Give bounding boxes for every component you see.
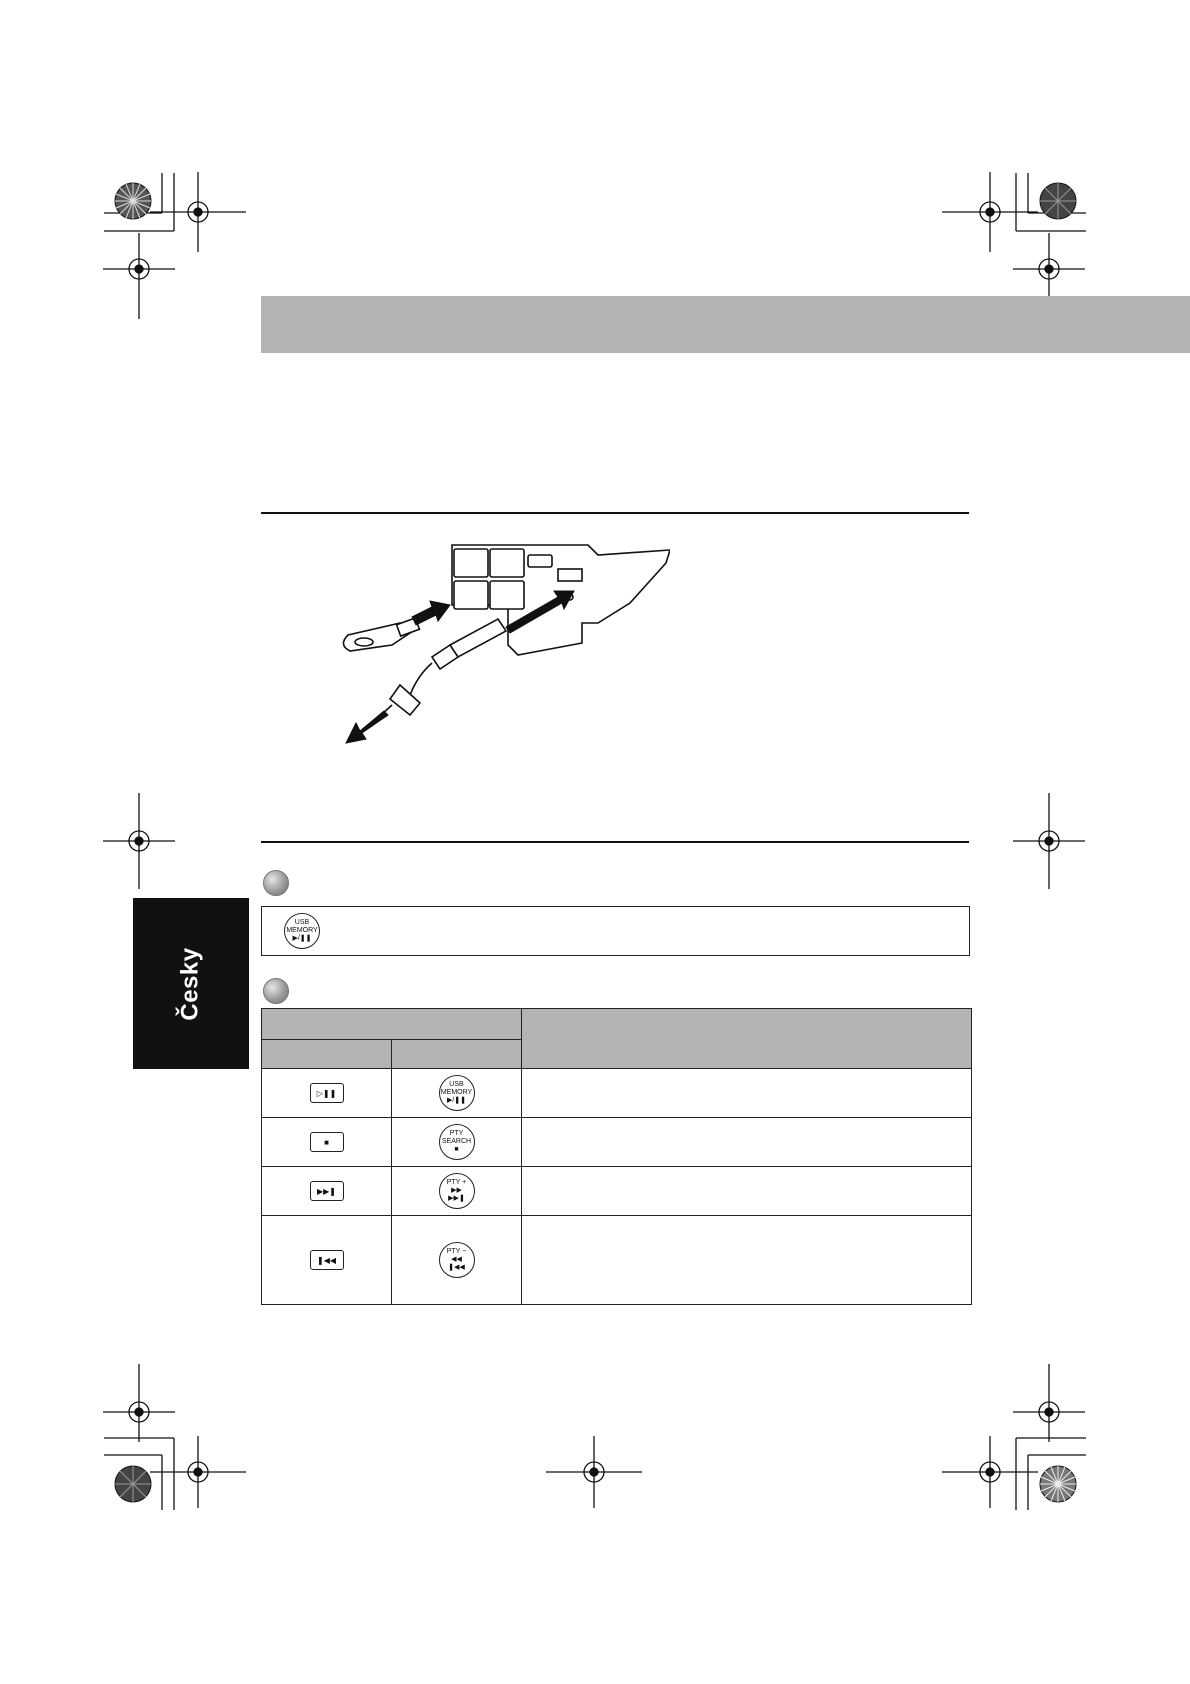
play-pause-icon: ▷❚❚ (310, 1083, 344, 1103)
button-label-line: PTY − (446, 1248, 467, 1255)
language-tab-label: Česky (176, 946, 204, 1021)
header-bar (261, 296, 1190, 353)
control-table (261, 1008, 972, 1305)
usb-memory-button (284, 913, 320, 949)
function-description (522, 1167, 972, 1216)
language-tab (133, 898, 249, 1069)
pty-search-remote-button (439, 1124, 475, 1160)
table-header-function (522, 1009, 972, 1069)
usb-memory-instruction-box (261, 906, 970, 956)
step-marker (263, 870, 289, 896)
button-label-line: SEARCH (441, 1138, 472, 1145)
table-row (262, 1216, 972, 1305)
stop-icon: ■ (310, 1132, 344, 1152)
button-label-line: PTY + (446, 1179, 467, 1186)
usb-connection-illustration (330, 535, 670, 750)
function-description (522, 1069, 972, 1118)
button-label-line: ▶▶ (451, 1187, 462, 1194)
table-row (262, 1167, 972, 1216)
button-label-line: ▶▶❚ (448, 1195, 465, 1202)
button-label-line: USB (449, 1081, 464, 1088)
step-marker (263, 978, 289, 1004)
table-row (262, 1118, 972, 1167)
button-label-line: USB (294, 919, 310, 926)
table-subheader-main-unit (262, 1040, 392, 1069)
skip-back-icon: ❚◀◀ (310, 1250, 344, 1270)
button-label-line: ▶/❚❚ (446, 1097, 467, 1104)
button-label-line: PTY (449, 1130, 464, 1137)
pty-plus-remote-button (439, 1173, 475, 1209)
button-label-line: ❚◀◀ (448, 1264, 465, 1271)
button-label-line: ■ (454, 1146, 459, 1153)
table-header-buttons (262, 1009, 522, 1040)
section-rule (261, 512, 969, 514)
button-label-line: ▶/❚❚ (292, 935, 312, 942)
section-rule (261, 841, 969, 843)
table-row (262, 1069, 972, 1118)
button-label-line: ◀◀ (451, 1256, 462, 1263)
button-label-line: MEMORY (440, 1089, 473, 1096)
function-description (522, 1118, 972, 1167)
button-label-line: MEMORY (286, 927, 318, 934)
usb-memory-remote-button (439, 1075, 475, 1111)
skip-forward-icon: ▶▶❚ (310, 1181, 344, 1201)
pty-minus-remote-button (439, 1242, 475, 1278)
table-subheader-remote (392, 1040, 522, 1069)
function-description (522, 1216, 972, 1305)
